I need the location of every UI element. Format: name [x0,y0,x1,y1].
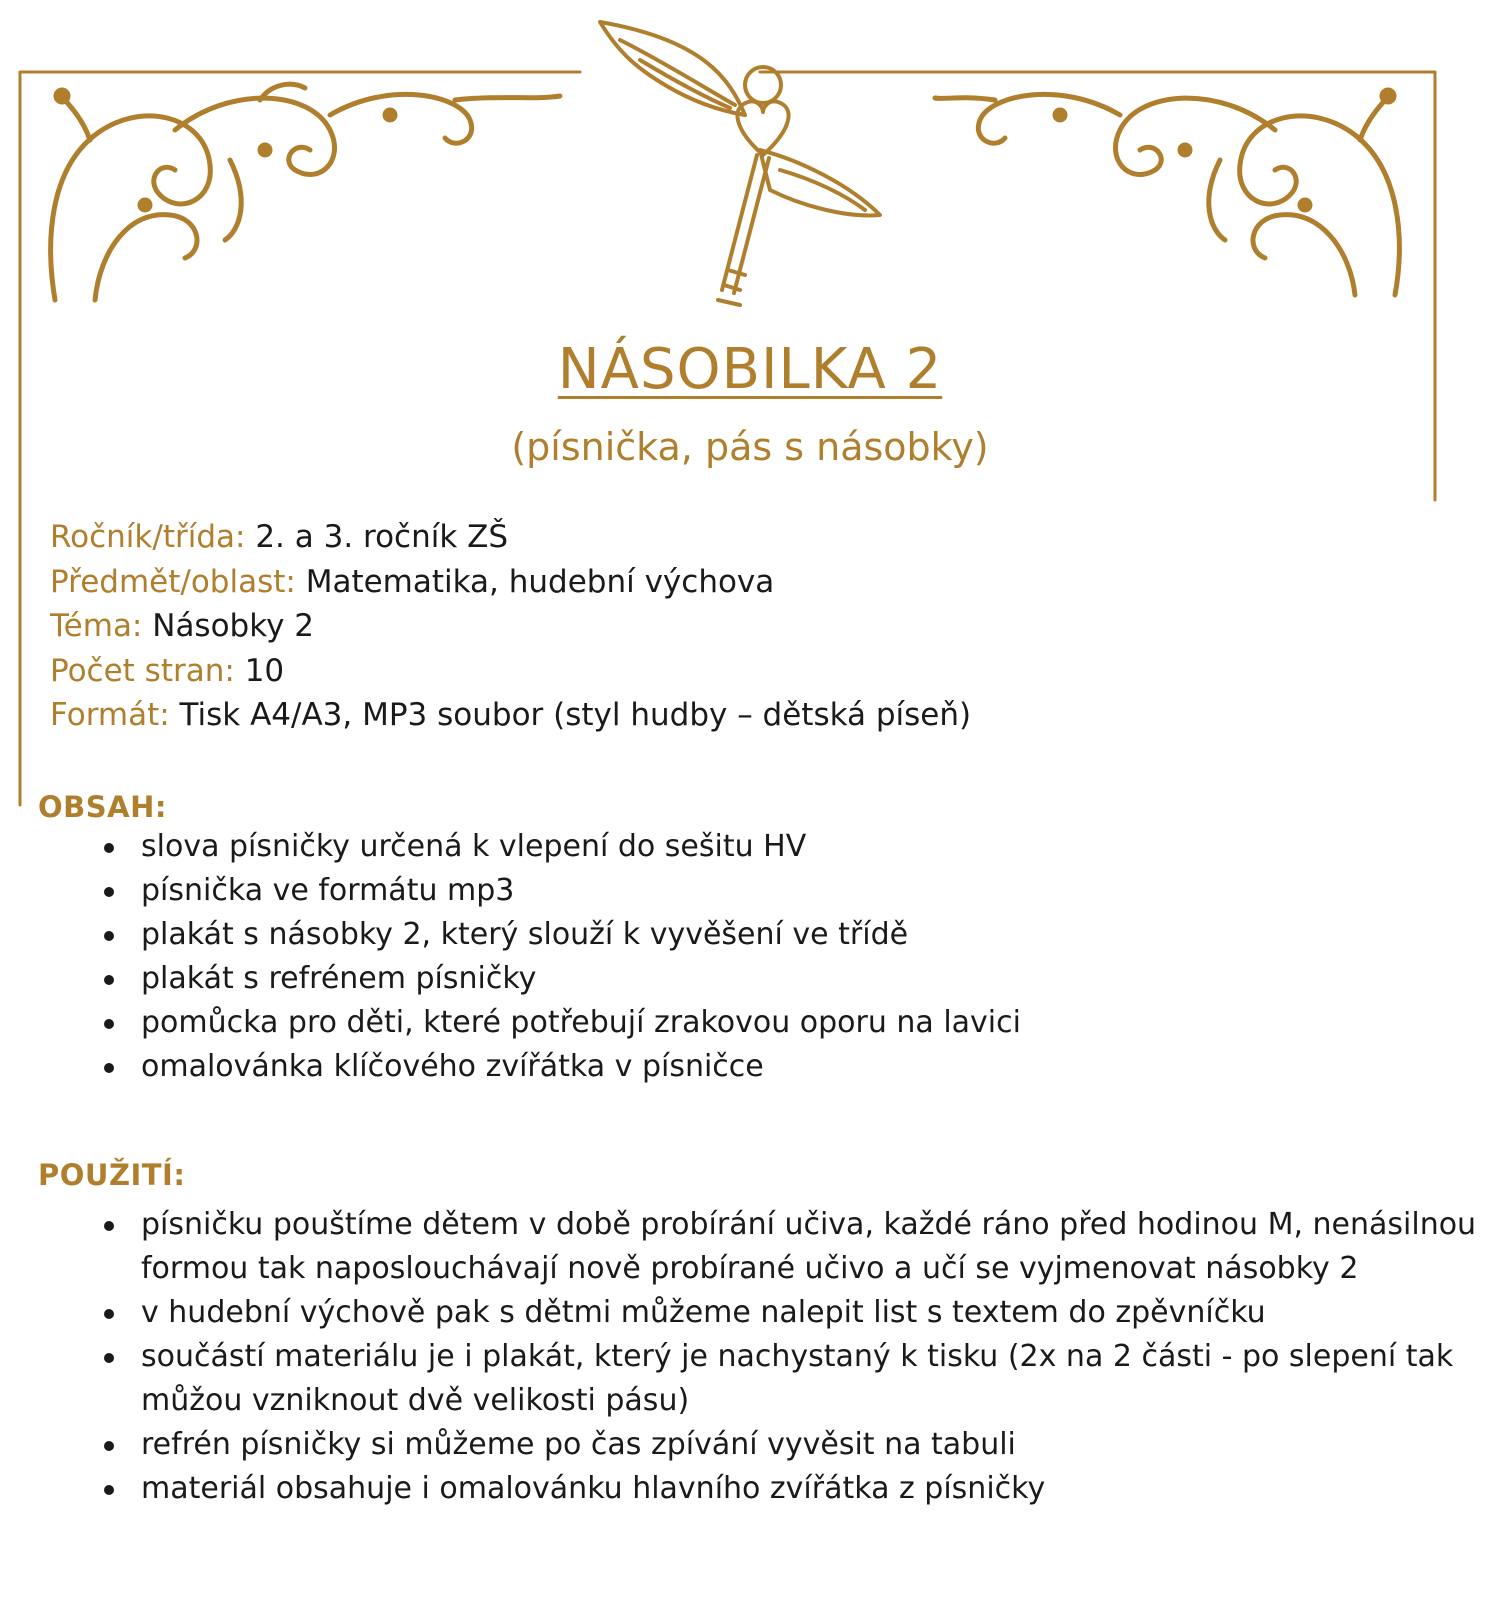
meta-value: 10 [244,652,285,689]
metadata-block [50,515,971,738]
pouziti-heading: POUŽITÍ: [38,1158,186,1192]
meta-label: Počet stran: [50,652,235,689]
list-item: plakát s násobky 2, který slouží k vyvěšení ve třídě [100,913,1480,957]
obsah-list [100,825,1480,1089]
list-item: pomůcka pro děti, které potřebují zrakovou oporu na lavici [100,1001,1480,1045]
meta-label: Téma: [50,608,143,644]
meta-row-subject [50,560,971,605]
list-item: omalovánka klíčového zvířátka v písničce [100,1045,1480,1089]
list-item: plakát s refrénem písničky [100,957,1480,1001]
meta-row-topic [50,604,971,649]
list-item: písnička ve formátu mp3 [100,869,1480,913]
meta-row-grade [50,515,971,560]
meta-label: Předmět/oblast: [50,563,296,600]
meta-value: Matematika, hudební výchova [305,563,775,600]
list-item: součástí materiálu je i plakát, který je nachystaný k tisku (2x na 2 části - po slepení tak můžou vzniknout dvě velikosti pásu) [100,1335,1480,1423]
meta-value: 2. a 3. ročník ZŠ [255,519,509,555]
list-item: materiál obsahuje i omalovánku hlavního zvířátka z písničky [100,1467,1480,1511]
meta-row-format [50,693,971,738]
right-flourish-ornament [935,90,1399,295]
left-flourish-ornament [51,84,560,300]
title-text: NÁSOBILKA 2 [557,337,943,402]
document-title [0,337,1500,402]
list-item: v hudební výchově pak s dětmi můžeme nalepit list s textem do zpěvníčku [100,1291,1480,1335]
winged-key-icon [600,22,880,305]
meta-label: Formát: [50,697,170,733]
list-item: refrén písničky si můžeme po čas zpívání vyvěsit na tabuli [100,1423,1480,1467]
pouziti-list [100,1203,1480,1511]
meta-value: Tisk A4/A3, MP3 soubor (styl hudby – dětská píseň) [179,697,972,733]
meta-label: Ročník/třída: [50,519,246,555]
meta-row-pages [50,649,971,694]
meta-value: Násobky 2 [152,608,315,644]
list-item: písničku pouštíme dětem v době probírání učiva, každé ráno před hodinou M, nenásilnou formou tak naposlouchávají nově probírané učivo a učí se vyjmenovat násobky 2 [100,1203,1480,1291]
document-subtitle: (písnička, pás s násobky) [511,425,989,469]
list-item: slova písničky určená k vlepení do sešitu HV [100,825,1480,869]
obsah-heading: OBSAH: [38,790,167,824]
